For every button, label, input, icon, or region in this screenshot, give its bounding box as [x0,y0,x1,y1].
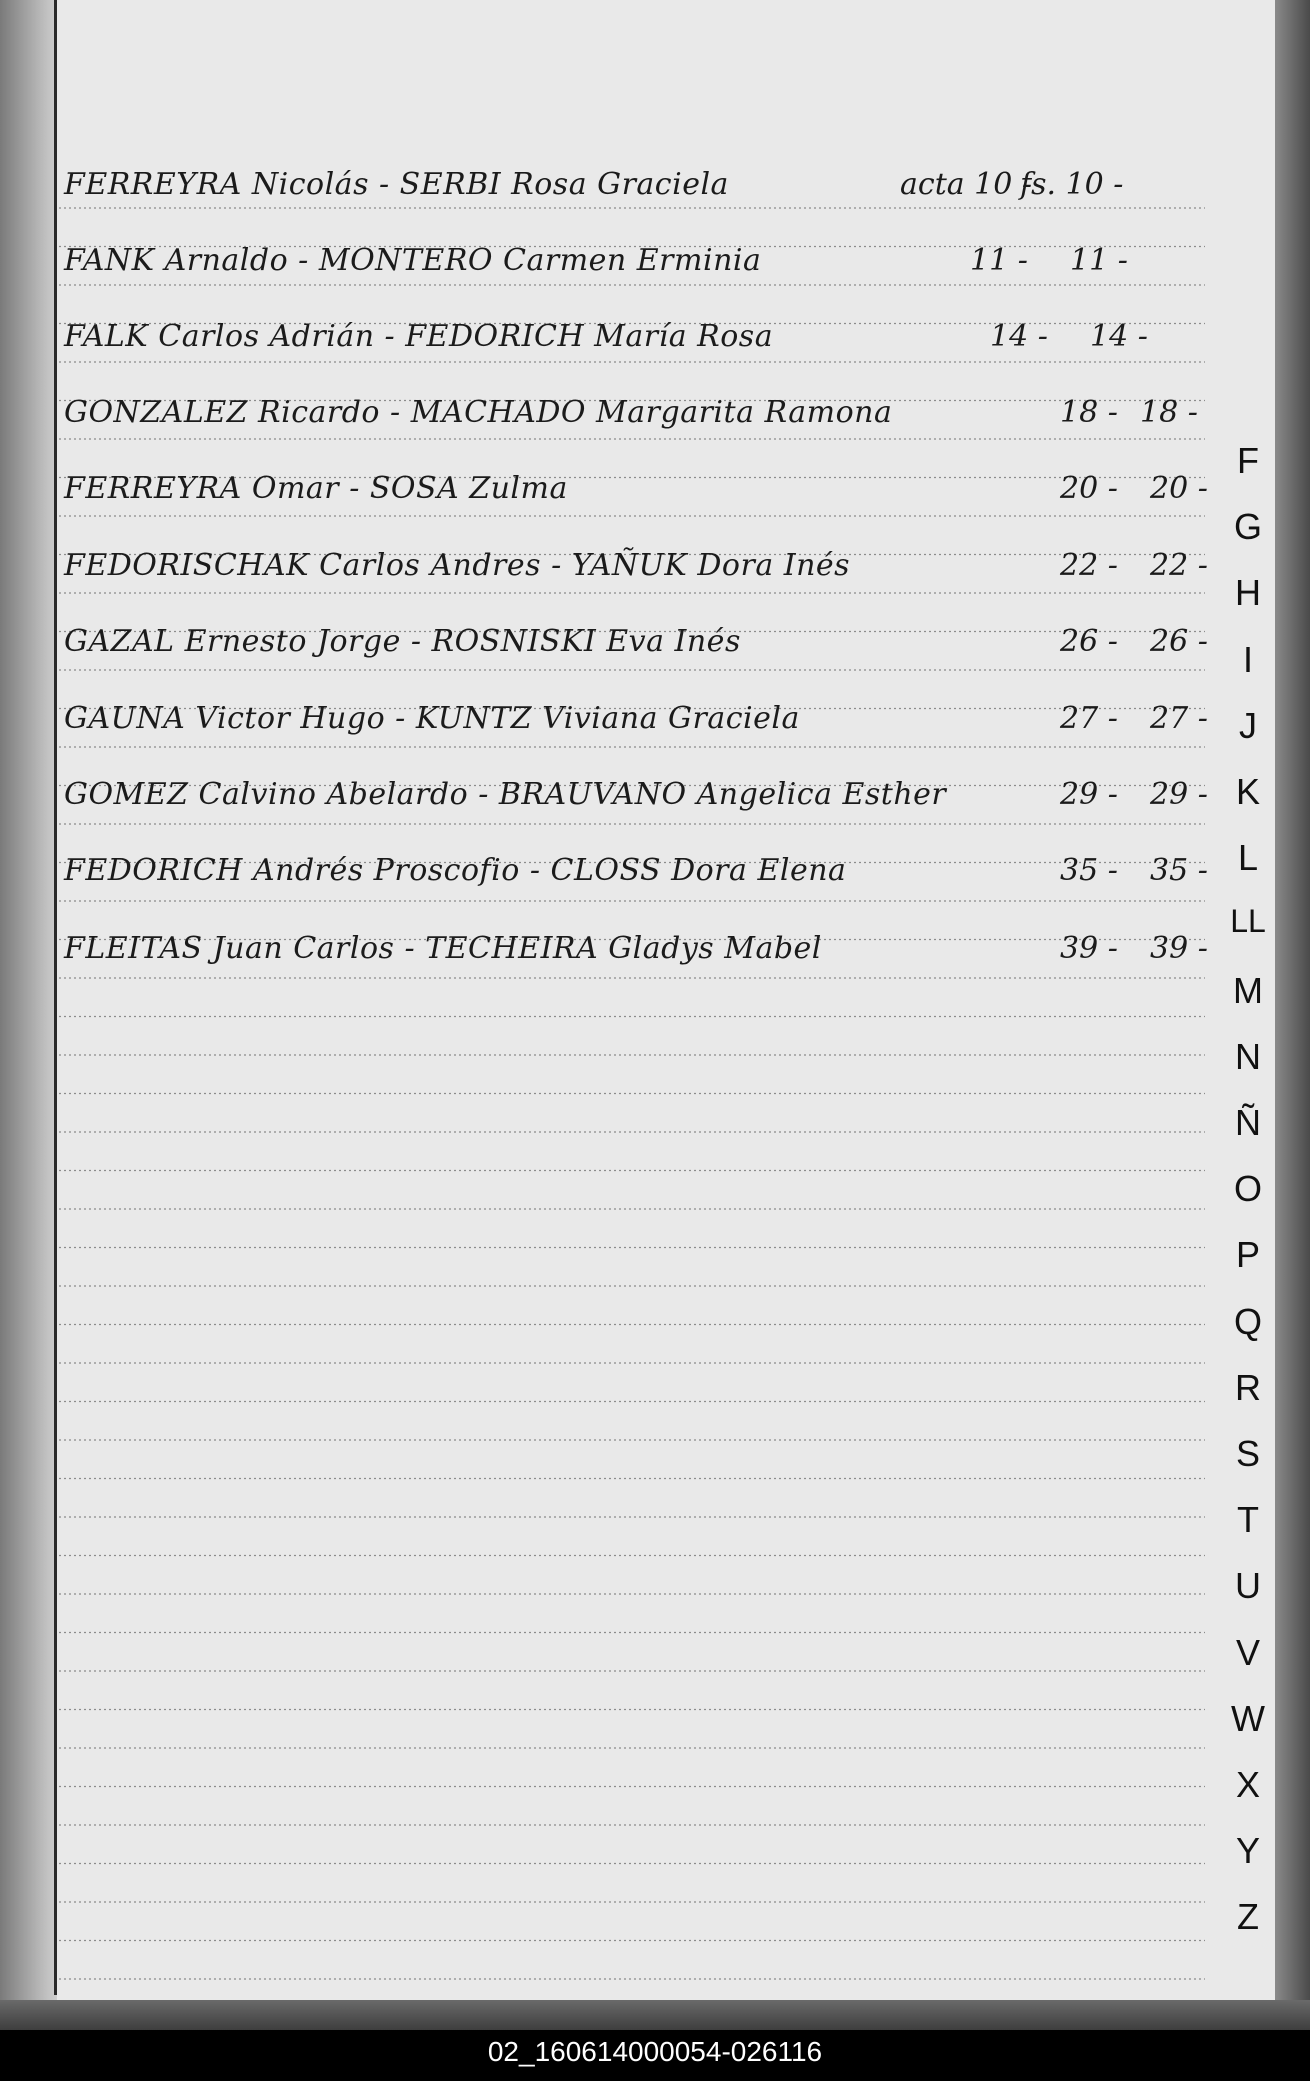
index-tab[interactable]: L [1237,837,1259,879]
entry-folio-number: 35 - [1150,853,1208,888]
entry-names: GAUNA Victor Hugo - KUNTZ Viviana Graciela [64,701,800,736]
index-tab[interactable]: F [1237,440,1259,481]
entry-acta-number: acta 10 - [900,167,1033,202]
index-tab[interactable]: I [1242,638,1253,680]
entry-folio-number: 27 - [1150,701,1208,736]
index-entry [60,928,1210,968]
entry-acta-number: 11 - [970,243,1028,278]
index-entry [60,240,1210,280]
entry-folio-number: 29 - [1150,777,1208,812]
entry-folio-number: 22 - [1150,548,1208,583]
entry-names: FEDORICH Andrés Proscofio - CLOSS Dora Elena [64,853,847,888]
index-tab[interactable]: K [1235,771,1260,812]
entry-folio-number: 18 - [1140,395,1198,430]
image-code-label: 02_160614000054-026116 [487,2036,823,2067]
entry-folio-number: 11 - [1070,243,1128,278]
entry-names: FLEITAS Juan Carlos - TECHEIRA Gladys Mabel [64,931,822,966]
index-tab[interactable]: X [1235,1764,1260,1805]
index-tab[interactable]: Y [1235,1830,1260,1872]
index-tab[interactable]: N [1235,1035,1261,1077]
index-entries-list [60,0,1210,1000]
index-entry [60,164,1210,204]
index-tab[interactable]: O [1233,1168,1262,1210]
entry-folio-number: 26 - [1150,624,1208,659]
index-entry [60,698,1210,738]
entry-folio-number: fs. 10 - [1020,167,1124,202]
index-tab[interactable]: S [1235,1433,1260,1474]
entry-names: FEDORISCHAK Carlos Andres - YAÑUK Dora Inés [64,548,851,583]
entry-acta-number: 35 - [1060,853,1118,888]
entry-names: FALK Carlos Adrián - FEDORICH María Rosa [64,319,774,354]
index-tab[interactable]: H [1235,572,1261,614]
book-binding [0,0,58,2000]
entry-names: GONZALEZ Ricardo - MACHADO Margarita Ramona [64,395,893,430]
entry-folio-number: 14 - [1090,319,1148,354]
index-tab[interactable]: J [1239,704,1257,746]
index-tab[interactable]: Ñ [1235,1102,1261,1143]
entry-acta-number: 18 - [1060,395,1118,430]
index-tab[interactable]: R [1235,1366,1261,1408]
index-entry [60,316,1210,356]
index-tab[interactable]: Q [1233,1300,1262,1342]
entry-names: FERREYRA Nicolás - SERBI Rosa Graciela [64,167,729,202]
index-tab[interactable]: M [1233,969,1263,1011]
index-tab[interactable]: P [1235,1234,1260,1276]
index-entry [60,392,1210,432]
page-bottom-shadow [0,2000,1310,2030]
entry-folio-number: 39 - [1150,931,1208,966]
index-tab[interactable]: Z [1237,1896,1259,1938]
index-tab[interactable]: U [1235,1565,1261,1607]
entry-acta-number: 29 - [1060,777,1118,812]
index-entry [60,468,1210,508]
index-entry [60,621,1210,661]
index-tab[interactable]: T [1237,1499,1259,1541]
entry-names: FANK Arnaldo - MONTERO Carmen Erminia [64,243,762,278]
entry-acta-number: 27 - [1060,701,1118,736]
entry-folio-number: 20 - [1150,471,1208,506]
index-tab[interactable]: LL [1230,903,1266,940]
index-entry [60,774,1210,814]
entry-names: GOMEZ Calvino Abelardo - BRAUVANO Angelica Esther [64,777,947,812]
entry-names: GAZAL Ernesto Jorge - ROSNISKI Eva Inés [64,624,741,659]
entry-names: FERREYRA Omar - SOSA Zulma [64,471,568,506]
index-tab[interactable]: V [1235,1631,1260,1673]
page-stack-edge [1275,0,1310,2000]
entry-acta-number: 14 - [990,319,1048,354]
alphabet-index-tabs [1218,440,1278,1950]
index-entry [60,850,1210,890]
index-tab[interactable]: G [1233,506,1262,548]
entry-acta-number: 26 - [1060,624,1118,659]
entry-acta-number: 39 - [1060,931,1118,966]
entry-acta-number: 22 - [1060,548,1118,583]
index-tab[interactable]: W [1231,1697,1265,1739]
entry-acta-number: 20 - [1060,471,1118,506]
index-entry [60,545,1210,585]
